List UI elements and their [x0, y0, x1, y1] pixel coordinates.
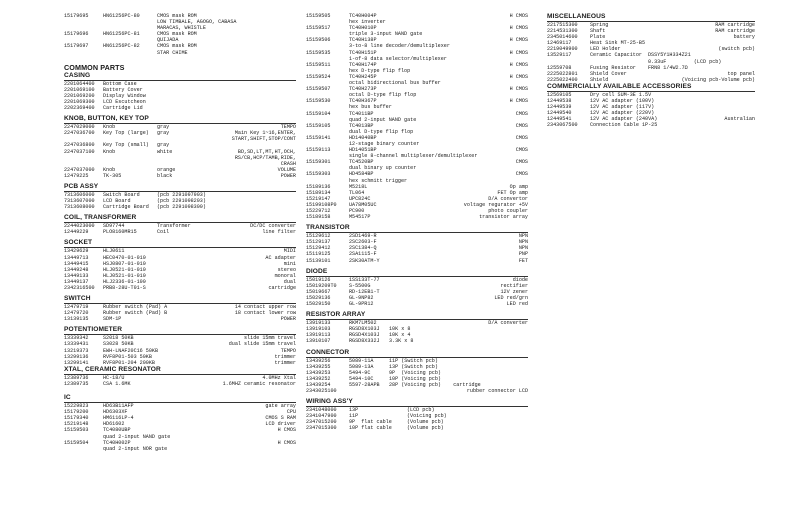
pcb-list: [64, 192, 296, 210]
ic-list-continued: [306, 13, 528, 220]
list-item: 2343025100 rubber connector LCD: [306, 387, 528, 394]
list-item: 2201064400 Bottom Case: [64, 80, 137, 87]
socket-list: [64, 248, 296, 291]
list-item: 2247029000 Knob gray TEMPO: [64, 124, 296, 131]
section-title-resistor-array: RESISTOR ARRAY: [306, 311, 528, 320]
list-item: 15199108P0 UA78M05UC voltage regurator +5V: [306, 201, 528, 208]
list-item: 2345014600 Plate battery: [547, 34, 755, 41]
list-item: 13449713 HEC0470-01-010 AC adapter: [64, 254, 296, 261]
section-title-wiring: WIRING ASS'Y: [306, 398, 528, 407]
list-item: LOW TIMBALE, AGOGO, CABASA: [157, 19, 237, 26]
list-item: 3-to-8 line decoder/demultiplexer: [349, 43, 450, 50]
list-item: 2219049900 LED Holder (switch pcb): [547, 46, 755, 53]
misc-list: [547, 22, 755, 83]
resistor-list: [306, 320, 528, 344]
list-item: 15219148 HD61602 LCD driver: [64, 421, 296, 428]
list-item: 15189158 M54517P transistor array: [306, 214, 528, 221]
section-title-miscellaneous: MISCELLANEOUS: [547, 13, 755, 22]
list-item: 2247037000 Knob orange VOLUME: [64, 166, 296, 173]
list-item: 15019667 RD-12EB1-T 12V zener: [306, 288, 528, 295]
list-item: 15189136 M5218L Op amp: [306, 183, 528, 190]
list-item: 7313606000 Switch Board (pcb 2291097903): [64, 191, 206, 198]
list-item: 12559708 Fusing Resistor FRN8 1/4W2.7Ω: [547, 64, 688, 71]
list-item: 2214531300 Shaft RAM cartridge: [547, 28, 755, 35]
section-title-diode: DIODE: [306, 268, 528, 277]
list-item: hex bus buffer: [349, 104, 392, 111]
list-item: 2341048000 13P (LCD pcb): [306, 407, 435, 414]
list-item: 15159535 TC40H151P H CMOS: [306, 49, 528, 56]
list-item: 15179695 HN61256PC-80 CMOS mask ROM: [64, 13, 197, 19]
list-item: 15159505 TC40H004P H CMOS: [306, 13, 528, 19]
list-item: 13139135 SDM-1P POWER: [64, 316, 296, 323]
list-item: 2225022400 Shield (Voicing pcb-Volume pcb): [547, 76, 755, 83]
list-item: 15229712 PC900 photo coupler: [306, 208, 528, 214]
list-item: 13529117 Ceramic Capacitor DSSY5Y1H334Z21: [547, 52, 691, 59]
list-item: 2217515300 Spring RAM cartridge: [547, 22, 755, 28]
list-item: 12449539 12V AC adapter (117V): [547, 104, 655, 111]
list-item: triple 3-input NAND gate: [349, 31, 423, 38]
list-item: 12449229 PLO8160MR15 Coil line filter: [64, 229, 296, 236]
coil-list: [64, 223, 296, 235]
list-item: 15029150 GL-9PR12 LED red: [306, 301, 528, 308]
list-item: 15159524 TC40H245P H CMOS: [306, 73, 528, 80]
section-title-knob: KNOB, BUTTON, KEY TOP: [64, 115, 296, 124]
list-item: 13429629 HLJ0611 MIDI: [64, 248, 296, 255]
list-item: 1-of-8 data selector/multiplexer: [349, 55, 447, 62]
list-item: 12479720 Rubber switch (Pad) B 18 contact lower row: [64, 310, 296, 317]
list-item: 15129612 2SD1469-R NPN: [306, 233, 528, 240]
potentiometer-list: [64, 335, 296, 365]
list-item: 13910107 RGSD8X332J 3.3K x 8: [306, 338, 414, 345]
section-title-coil: COIL, TRANSFORMER: [64, 214, 296, 223]
section-title-common-parts: COMMON PARTS: [64, 62, 125, 72]
section-title-xtal: XTAL, CERAMIC RESONATOR: [64, 366, 296, 375]
list-item: 2201069100 Battery Cover: [64, 86, 143, 93]
list-item: 15029136 GL-9NP82 LED red/grn: [306, 294, 528, 301]
section-title-socket: SOCKET: [64, 239, 296, 248]
list-item: 15019209T0 S-5500G rectifier: [306, 282, 528, 289]
list-item: 15159503 TC4080UBP H CMOS: [64, 427, 296, 434]
list-item: quad 2-input NAND gate: [349, 116, 417, 123]
list-item: hex schmitt trigger: [349, 177, 408, 184]
list-item: quad 2-input NAND gate: [103, 433, 171, 440]
list-item: QUIJADA: [157, 37, 179, 44]
section-title-pcb: PCB ASSY: [64, 183, 296, 192]
list-item: 15189134 TL064 FET Op amp: [306, 189, 528, 196]
transistor-list: [306, 233, 528, 263]
list-item: 12389735 CSA 1.6MK 1.6MHZ ceramic resonator: [64, 380, 296, 387]
section-title-casing: CASING: [64, 72, 296, 81]
list-item: 12449538 12V AC adapter (100V): [547, 98, 655, 105]
diode-list: [306, 277, 528, 307]
list-item: RS/CB,HCP/TAMB,RIDE,: [234, 154, 296, 161]
list-item: 13449415 HSJ0807-01-010 mini: [64, 260, 296, 267]
xtal-list: [64, 375, 296, 387]
list-item: CRASH: [280, 160, 296, 167]
list-item: 15159517 TC40H010P H CMOS: [306, 25, 528, 32]
wiring-list: [306, 407, 528, 431]
list-item: 2342316500 PRB8-28U-T01-S cartridge: [64, 285, 296, 291]
list-item: 15159113 HD14051BP CMOS: [306, 147, 528, 154]
section-title-accessories: COMMERCIALLY AVAILABLE ACCESSORIES: [547, 83, 755, 92]
section-title-connector: CONNECTOR: [306, 349, 528, 358]
list-item: 12479225 TK-305 black POWER: [64, 172, 296, 179]
list-item: 15129412 2SC1384-Q NPN: [306, 245, 528, 252]
list-item: 0.33uF (LCD pcb): [648, 58, 722, 65]
list-item: 2247036800 Key Top (small) gray: [64, 142, 170, 149]
list-item: 15159506 TC40H138P H CMOS: [306, 37, 528, 44]
switch-list: [64, 304, 296, 322]
list-item: 15219147 UPC824C D/A convertor: [306, 195, 528, 202]
list-item: 15229823 HD63B11AFP gate array: [64, 403, 296, 410]
section-title-potentiometer: POTENTIOMETER: [64, 326, 296, 335]
section-title-switch: SWITCH: [64, 295, 296, 304]
list-item: 12449541 12V AC adapter (240VA) Australian: [547, 116, 755, 123]
list-item: 2347015200 9P flat cable (Volume pcb): [306, 419, 444, 426]
list-item: 2244023000 SD97744 Transformer DC/DC converter: [64, 223, 296, 230]
list-item: 12479719 Rubber switch (Pad) A 14 contact upper row: [64, 304, 296, 311]
list-item: 15129137 2SC2603-F NPN: [306, 239, 528, 246]
list-item: 15159530 TC40H367P H CMOS: [306, 98, 528, 105]
list-item: 13439256 5089-11A 11P (Switch pcb): [306, 357, 438, 364]
list-item: 13919103 RGSD8X103J 10K x 8: [306, 326, 411, 333]
list-item: octal bidirectional bus buffer: [349, 80, 441, 87]
list-item: 13439255 5089-13A 13P (Switch pcb): [306, 363, 438, 370]
list-item: 2247036700 Key Top (large) gray Main Key 1~16,ENTER,: [64, 130, 296, 137]
list-item: 13919113 RGSD4X103J 10K x 4: [306, 332, 411, 339]
list-item: 13299136 RVF8P01-503 50KB trimmer: [64, 353, 296, 360]
list-item: 7313607000 LCD Board (pcb 2291098203): [64, 198, 206, 205]
list-item: 13449133 HLJ0521-01-010 monoral: [64, 272, 296, 279]
list-item: 7313608000 Cartridge Board (pcb 2291098300): [64, 204, 206, 211]
list-item: 15159141 HD14040BP CMOS: [306, 134, 528, 141]
list-item: 15159507 TC40H273P H CMOS: [306, 86, 528, 93]
list-item: single 8-channel multiplexer/demultiplexer: [349, 153, 478, 160]
list-item: dual binary up counter: [349, 165, 417, 172]
list-item: 13339342 S2018 50KB slide 15mm travel: [64, 335, 296, 342]
list-item: 12569105 Dry cell SUM-3E 1.5V: [547, 91, 652, 98]
list-item: hex D-type flip flop: [349, 67, 411, 74]
list-item: 2201069300 LCD Escutcheon: [64, 98, 146, 105]
list-item: 13339431 S3028 50KB dual slide 15mm travel: [64, 341, 296, 348]
list-item: 15159511 TC40H174P H CMOS: [306, 61, 528, 68]
list-item: 13219373 EWH-LNAF20C16 50KB TEMPO: [64, 347, 296, 354]
list-item: 15159301 TC4520BP CMOS: [306, 159, 528, 166]
list-item: 13919133 RKM7LM502 D/A converter: [306, 320, 528, 327]
list-item: 15159303 HD4584BP CMOS: [306, 171, 528, 178]
list-item: quad 2-input NOR gate: [103, 445, 168, 452]
top-rom-list: [64, 13, 296, 56]
list-item: 15119125 2SA1115-F PNP: [306, 251, 528, 258]
list-item: 15179697 HN61256PC-82 CMOS mask ROM: [64, 43, 197, 50]
list-item: 13449248 HLJ0521-01-010 stereo: [64, 266, 296, 273]
list-item: 15019126 1SS133T-77 diode: [306, 276, 528, 283]
list-item: 15159104 TC4011BP CMOS: [306, 110, 528, 117]
list-item: 13449137 HLJ2336-01-100 dual: [64, 278, 296, 285]
section-title-transistor: TRANSISTOR: [306, 224, 528, 233]
list-item: 2202369400 Cartridge Lid: [64, 105, 143, 112]
column-left: [64, 13, 296, 452]
casing-list: [64, 81, 296, 111]
list-item: octal D-type flip flop: [349, 92, 417, 99]
column-right: [547, 13, 755, 129]
list-item: 13439254 5597-28APB 28P (Voicing pcb) cartridge: [306, 381, 481, 388]
list-item: 15159105 TC4013BP CMOS: [306, 122, 528, 129]
list-item: 12469117 Heat Sink MT-25-B5: [547, 40, 646, 47]
column-middle: [306, 13, 528, 431]
list-item: hex inverter: [349, 19, 386, 26]
list-item: 2225022801 Shield Cover top panel: [547, 70, 755, 77]
list-item: 2247037100 Knob white BD,SD,LT,MT,HT,OCH,: [64, 148, 296, 155]
list-item: dual D-type flip flop: [349, 128, 414, 135]
ic-list: [64, 403, 296, 452]
connector-list: [306, 358, 528, 395]
list-item: 15179200 HD6303XF CPU: [64, 409, 296, 416]
list-item: 15159504 TC40H002P H CMOS: [64, 439, 296, 446]
list-item: 15179696 HN61256PC-81 CMOS mask ROM: [64, 31, 197, 38]
list-item: 12449540 12V AC adapter (220V): [547, 110, 655, 117]
accessories-list: [547, 92, 755, 129]
list-item: 12-stage binary counter: [349, 140, 420, 147]
list-item: 2341047900 11P (Voicing pcb): [306, 413, 447, 420]
list-item: MARACAS, WHISTLE: [157, 25, 206, 32]
list-item: 2343067500 Connection Cable 1P-25: [547, 122, 658, 129]
list-item: 15179340 HM6116LP-4 CMOS S RAM: [64, 415, 296, 422]
list-item: 2347015300 10P flat cable (Volume pcb): [306, 425, 444, 432]
list-item: 13439252 5494-10C 10P (Voicing pcb): [306, 375, 441, 382]
list-item: 2201069200 Display Window: [64, 92, 146, 99]
list-item: STAR CHIME: [157, 49, 188, 56]
list-item: 13439253 5494-9C 9P (Voicing pcb): [306, 369, 441, 376]
list-item: 15139101 2SK30ATM-Y FET: [306, 257, 528, 264]
list-item: 12389736 HC-18/U 4.0MHz Xtal: [64, 374, 296, 381]
section-title-ic: IC: [64, 394, 296, 403]
list-item: 13299141 RVF8P01-204 200KB trimmer: [64, 359, 296, 366]
knob-list: [64, 124, 296, 179]
list-item: START,SHIFT,STOP/CONT: [231, 136, 296, 143]
